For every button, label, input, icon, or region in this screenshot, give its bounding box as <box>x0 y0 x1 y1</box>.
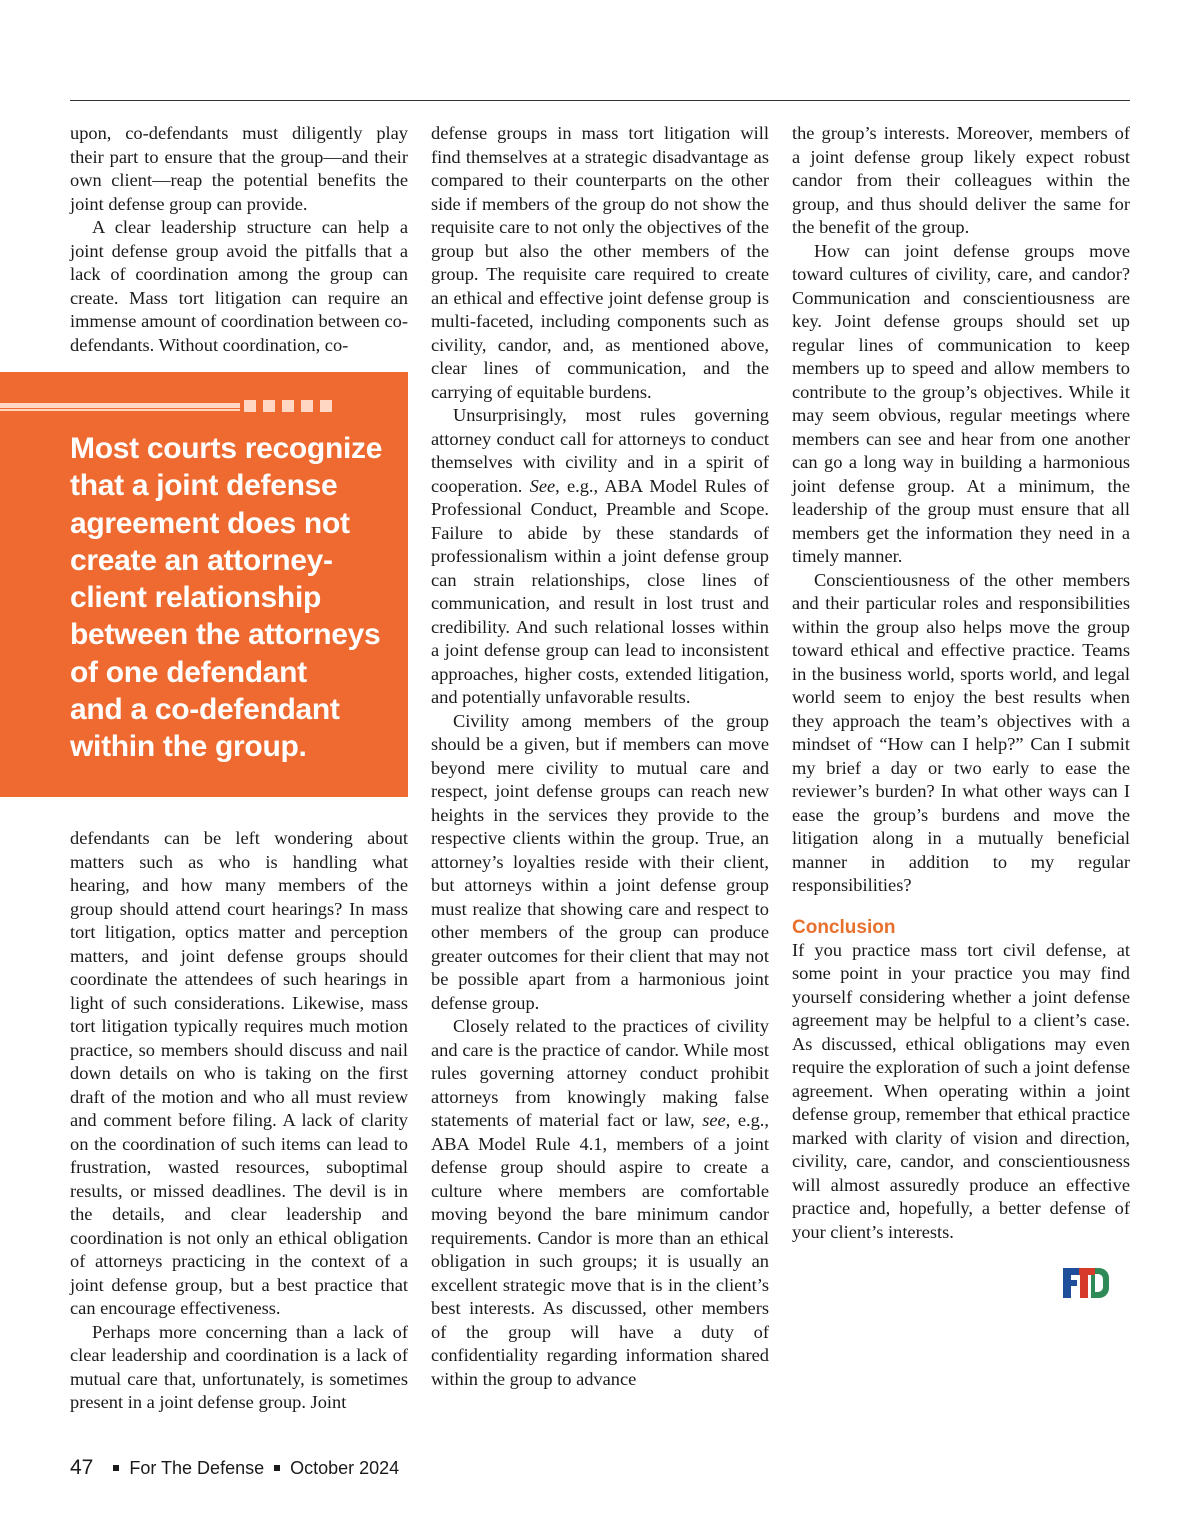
issue-date: October 2024 <box>290 1457 400 1478</box>
column-3 <box>792 122 1130 1244</box>
citation-signal: See <box>529 475 556 496</box>
ftd-logo-icon <box>1063 1266 1109 1300</box>
paragraph: How can joint defense groups move toward cultures of civility, care, and candor? Communication and conscientiousness are key. Joint defense groups should set up regular lines of communication to keep members up to speed and allow members to contribute to the group’s objectives. While it may seem obvious, regular meetings where members can see and hear from one another can go a long way in building a harmonious joint defense group. At a minimum, the leadership of the group must ensure that all members get the information they need in a timely manner. <box>792 240 1130 566</box>
separator-square-icon <box>113 1465 119 1471</box>
decorative-bar <box>0 403 240 408</box>
paragraph: A clear leadership structure can help a joint defense group avoid the pitfalls that a lack of coordination among the group can create. Mass tort litigation can require an immense amount of coordination between co-defendants. Without coordination, co- <box>70 217 408 355</box>
paragraph: upon, co-defendants must diligently play their part to ensure that the group—and their own client—reap the potential benefits the joint defense group can provide. <box>70 123 408 214</box>
paragraph: Conscientiousness of the other members and their particular roles and responsibilities within the group also helps move the group toward ethical and effective practice. Teams in the business world, sports world, and legal world seem to enjoy the best results when they approach the team’s objectives with a mindset of “How can I help?” Can I submit my brief a day or two early to ease the reviewer’s burden? In what other ways can I ease the group’s burdens and move the litigation along in a mutually beneficial manner in addition to my regular responsibilities? <box>792 569 1130 895</box>
pull-quote-box <box>0 372 408 797</box>
paragraph: Perhaps more concerning than a lack of clear leadership and coordination is a lack of mutual care that, unfortunately, is sometimes present in a joint defense group. Joint <box>70 1321 408 1412</box>
paragraph: Closely related to the practices of civility and care is the practice of candor. While most rules governing attorney conduct prohibit attorneys from knowingly making false statements of material fact or law, see, e.g., ABA Model Rule 4.1, members of a joint defense group should aspire to create a culture where members are comfortable moving beyond the bare minimum candor requirements. Candor is more than an ethical obligation in such groups; it is usually an excellent strategic move that is in the client’s best interests. As discussed, other members of the group will have a duty of confidentiality regarding information shared within the group to advance <box>431 1016 769 1389</box>
paragraph: If you practice mass tort civil defense, at some point in your practice you may find yourself considering whether a joint defense agreement may be helpful to a client’s case. As discussed, ethical obligations may even require the exploration of such a joint defense agreement. When operating within a joint defense group, remember that ethical practice marked with clarity of vision and direction, civility, care, candor, and conscientiousness will almost assuredly produce an effective practice and, hopefully, a better defense of your client’s interests. <box>792 939 1130 1242</box>
pull-quote-text: Most courts recognize that a joint defense agreement does not create an attorney- client relationship between the attorneys of one defendant and a co-defendant within the group. <box>70 432 383 764</box>
column-2 <box>431 122 769 1391</box>
section-heading: Conclusion <box>792 916 896 938</box>
page-number: 47 <box>70 1456 94 1479</box>
paragraph: the group’s interests. Moreover, members of a joint defense group likely expect robust candor from their colleagues within the group, and thus should deliver the same for the benefit of the group. <box>792 123 1130 237</box>
column-1-top <box>70 122 408 357</box>
decorative-bar <box>0 409 240 411</box>
separator-square-icon <box>274 1465 280 1471</box>
top-rule <box>70 100 1130 101</box>
publication-name: For The Defense <box>129 1457 265 1478</box>
paragraph: Civility among members of the group should be a given, but if members can move beyond mere civility to mutual care and respect, joint defense groups can reach new heights in the services they provide to the respective clients within the group. True, an attorney’s loyalties reside with their client, but attorneys within a joint defense group must realize that showing care and respect to other members of the group can produce greater outcomes for their client that may not be possible apart from a harmonious joint defense group. <box>431 710 769 1013</box>
page-footer <box>70 1456 399 1480</box>
paragraph: defendants can be left wondering about matters such as who is handling what hearing, and how many members of the group should attend court hearings? In mass tort litigation, optics matter and perception matters, and joint defense groups should coordinate the attendees of such hearings in light of such considerations. Likewise, mass tort litigation typically requires much motion practice, so members should discuss and nail down details on who is taking on the first draft of the motion and who all must review and comment before filing. A lack of clarity on the coordination of such items can lead to frustration, wasted resources, suboptimal results, or missed deadlines. The devil is in the details, and clear leadership and coordination is not only an ethical obligation of attorneys practicing in the context of a joint defense group, but a best practice that can encourage effectiveness. <box>70 828 408 1318</box>
paragraph: defense groups in mass tort litigation will find themselves at a strategic disadvantage as compared to their counterparts on the other side if members of the group do not show the requisite care to not only the objectives of the group but also the other members of the group. The requisite care required to create an ethical and effective joint defense group is multi-faceted, including components such as civility, candor, and, as mentioned above, clear lines of communication, and the carrying of equitable burdens. <box>431 123 769 402</box>
citation-signal: see <box>702 1110 726 1130</box>
decorative-squares <box>244 400 332 412</box>
column-1-bottom <box>70 827 408 1415</box>
paragraph: Unsurprisingly, most rules governing attorney conduct call for attorneys to conduct themselves with civility and in a spirit of cooperation. See, e.g., ABA Model Rules of Professional Conduct, Preamble and Scope. Failure to abide by these standards of professionalism within a joint defense group can strain relationships, close lines of communication, and result in lost trust and credibility. And such relational losses within a joint defense group can lead to inconsistent approaches, higher costs, extended litigation, and potentially unfavorable results. <box>431 405 769 707</box>
